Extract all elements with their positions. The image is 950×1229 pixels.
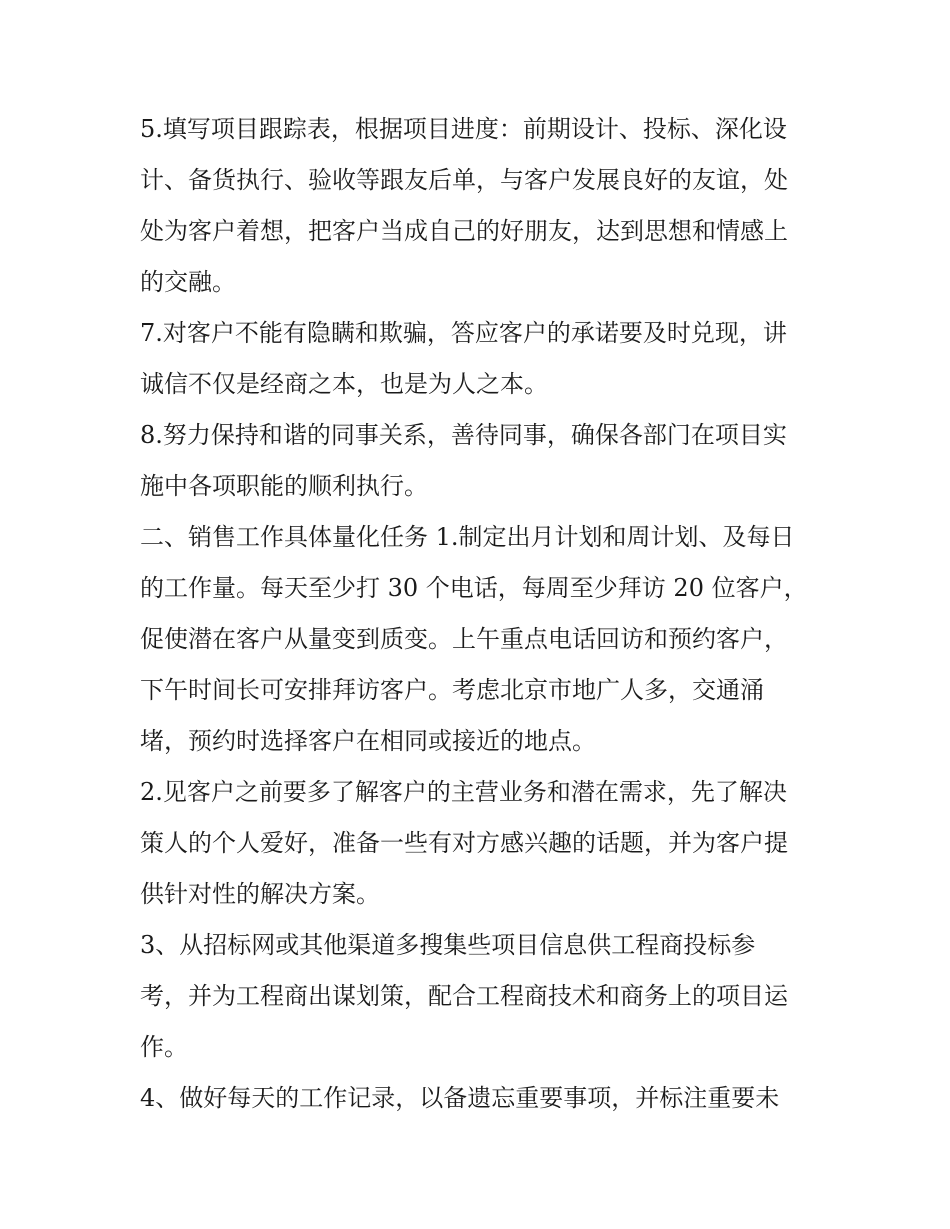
text-line: 策人的个人爱好，准备一些有对方感兴趣的话题，并为客户提 xyxy=(140,829,788,857)
text-line: 8.努力保持和谐的同事关系，善待同事，确保各部门在项目实 xyxy=(140,421,787,449)
text-line: 7.对客户不能有隐瞒和欺骗，答应客户的承诺要及时兑现，讲 xyxy=(140,319,787,347)
text-line: 4、做好每天的工作记录，以备遗忘重要事项，并标注重要未 xyxy=(140,1084,780,1112)
text-line: 堵，预约时选择客户在相同或接近的地点。 xyxy=(140,727,596,755)
text-line: 考，并为工程商出谋划策，配合工程商技术和商务上的项目运 xyxy=(140,982,788,1010)
text-line: 处为客户着想，把客户当成自己的好朋友，达到思想和情感上 xyxy=(140,217,788,245)
document-body xyxy=(140,104,820,1124)
text-line: 二、销售工作具体量化任务 1.制定出月计划和周计划、及每日 xyxy=(140,523,795,551)
text-line: 2.见客户之前要多了解客户的主营业务和潜在需求，先了解决 xyxy=(140,778,787,806)
text-line: 作。 xyxy=(140,1033,188,1061)
text-line: 诚信不仅是经商之本，也是为人之本。 xyxy=(140,370,548,398)
text-line: 的工作量。每天至少打 30 个电话，每周至少拜访 20 位客户， xyxy=(140,574,808,602)
text-line: 5.填写项目跟踪表，根据项目进度：前期设计、投标、深化设 xyxy=(140,115,787,143)
text-line: 促使潜在客户从量变到质变。上午重点电话回访和预约客户， xyxy=(140,625,788,653)
text-line: 供针对性的解决方案。 xyxy=(140,880,380,908)
text-line: 施中各项职能的顺利执行。 xyxy=(140,472,428,500)
text-line: 的交融。 xyxy=(140,268,236,296)
text-line: 3、从招标网或其他渠道多搜集些项目信息供工程商投标参 xyxy=(140,931,756,959)
text-line: 计、备货执行、验收等跟友后单，与客户发展良好的友谊，处 xyxy=(140,166,788,194)
text-line: 下午时间长可安排拜访客户。考虑北京市地广人多，交通涌 xyxy=(140,676,764,704)
